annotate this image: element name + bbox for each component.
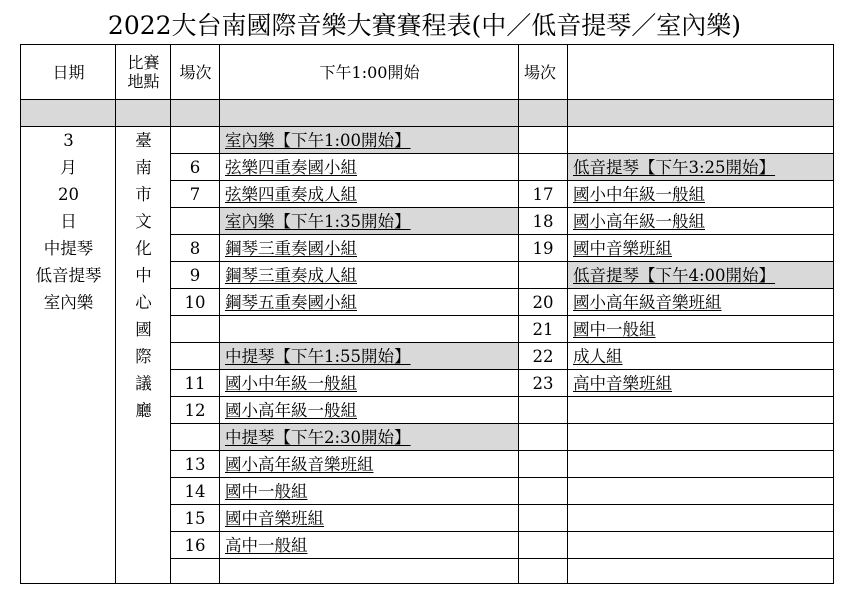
event-name: 成人組 (573, 347, 623, 366)
page-title: 2022大台南國際音樂大賽賽程表(中／低音提琴／室內樂) (107, 11, 742, 40)
event-name: 國小高年級一般組 (573, 212, 705, 231)
slot-number: 6 (189, 158, 201, 177)
venue-char: 廳 (135, 401, 152, 420)
header-date: 日期 (52, 62, 85, 82)
event-name (573, 397, 832, 424)
slot-number (519, 451, 567, 478)
date-text: 中提琴 (43, 239, 94, 258)
divider (21, 126, 833, 127)
venue-char: 化 (135, 239, 152, 258)
slot-number: 10 (184, 293, 206, 312)
slot-number (519, 127, 567, 154)
event-name: 鋼琴三重奏國小組 (225, 239, 357, 258)
header-slot-left: 場次 (179, 62, 212, 82)
event-name: 國小高年級音樂班組 (225, 455, 374, 474)
header-slot-right: 場次 (524, 62, 557, 82)
header-venue (116, 45, 171, 99)
event-name: 國中一般組 (225, 482, 308, 501)
slot-number: 13 (184, 455, 206, 474)
venue-column (116, 127, 171, 424)
event-name (573, 505, 832, 532)
header-venue-label: 比賽 地點 (127, 53, 160, 91)
section-heading: 低音提琴【下午3:25開始】 (573, 158, 776, 177)
event-name (573, 451, 832, 478)
slot-number: 12 (184, 401, 206, 420)
slot-number: 21 (532, 320, 554, 339)
event-name: 國中一般組 (573, 320, 656, 339)
event-name: 鋼琴三重奏成人組 (225, 266, 357, 285)
venue-char: 心 (135, 293, 152, 312)
event-name: 國小中年級一般組 (225, 374, 357, 393)
slot-number: 11 (184, 374, 206, 393)
venue-char: 議 (135, 374, 152, 393)
slot-number: 20 (532, 293, 554, 312)
venue-char: 臺 (135, 131, 152, 150)
venue-char: 市 (135, 185, 152, 204)
event-name: 國小中年級一般組 (573, 185, 705, 204)
slot-number (519, 424, 567, 451)
slot-number: 17 (532, 185, 554, 204)
section-heading: 中提琴【下午1:55開始】 (225, 347, 411, 366)
slot-number (171, 424, 219, 451)
event-name: 國中音樂班組 (573, 239, 672, 258)
section-heading: 室內樂【下午1:00開始】 (225, 131, 411, 150)
date-text: 日 (60, 212, 77, 231)
venue-char: 南 (135, 158, 152, 177)
slot-number (171, 127, 219, 154)
date-text: 20 (58, 185, 79, 204)
event-name: 國小高年級音樂班組 (573, 293, 722, 312)
event-name (225, 316, 517, 343)
event-name: 高中音樂班組 (573, 374, 672, 393)
event-name (573, 127, 832, 154)
section-heading: 低音提琴【下午4:00開始】 (573, 266, 776, 285)
date-column (21, 127, 116, 316)
slot-number (519, 154, 567, 181)
divider (21, 99, 833, 100)
slot-number: 9 (189, 266, 201, 285)
slot-number: 16 (184, 536, 206, 555)
schedule-table (20, 44, 834, 584)
event-name (573, 424, 832, 451)
date-text: 3 (63, 131, 74, 150)
date-text: 月 (60, 158, 77, 177)
event-name: 弦樂四重奏國小組 (225, 158, 357, 177)
section-heading: 室內樂【下午1:35開始】 (225, 212, 411, 231)
slot-number: 22 (532, 347, 554, 366)
venue-char: 際 (135, 347, 152, 366)
slot-number (171, 208, 219, 235)
slot-number (171, 316, 219, 343)
slot-number: 23 (532, 374, 554, 393)
slot-number (519, 478, 567, 505)
section-heading: 中提琴【下午2:30開始】 (225, 428, 411, 447)
slot-number: 19 (532, 239, 554, 258)
slot-number (519, 397, 567, 424)
spacer-row (21, 100, 833, 126)
date-text: 低音提琴 (35, 266, 102, 285)
slot-number: 7 (189, 185, 201, 204)
header-session: 下午1:00開始 (319, 62, 420, 82)
event-name (573, 532, 832, 559)
venue-char: 中 (135, 266, 152, 285)
slot-number (519, 532, 567, 559)
slot-number (519, 505, 567, 532)
venue-char: 國 (135, 320, 152, 339)
slot-number: 15 (184, 509, 206, 528)
event-name (573, 478, 832, 505)
event-name: 國中音樂班組 (225, 509, 324, 528)
date-text: 室內樂 (43, 293, 94, 312)
divider (518, 558, 833, 559)
slot-number (171, 343, 219, 370)
slot-number: 18 (532, 212, 554, 231)
venue-char: 文 (135, 212, 152, 231)
slot-number (519, 262, 567, 289)
slot-number: 8 (189, 239, 201, 258)
event-name: 高中一般組 (225, 536, 308, 555)
event-name: 弦樂四重奏成人組 (225, 185, 357, 204)
divider (170, 558, 518, 559)
event-name: 國小高年級一般組 (225, 401, 357, 420)
slot-number: 14 (184, 482, 206, 501)
event-name: 鋼琴五重奏國小組 (225, 293, 357, 312)
